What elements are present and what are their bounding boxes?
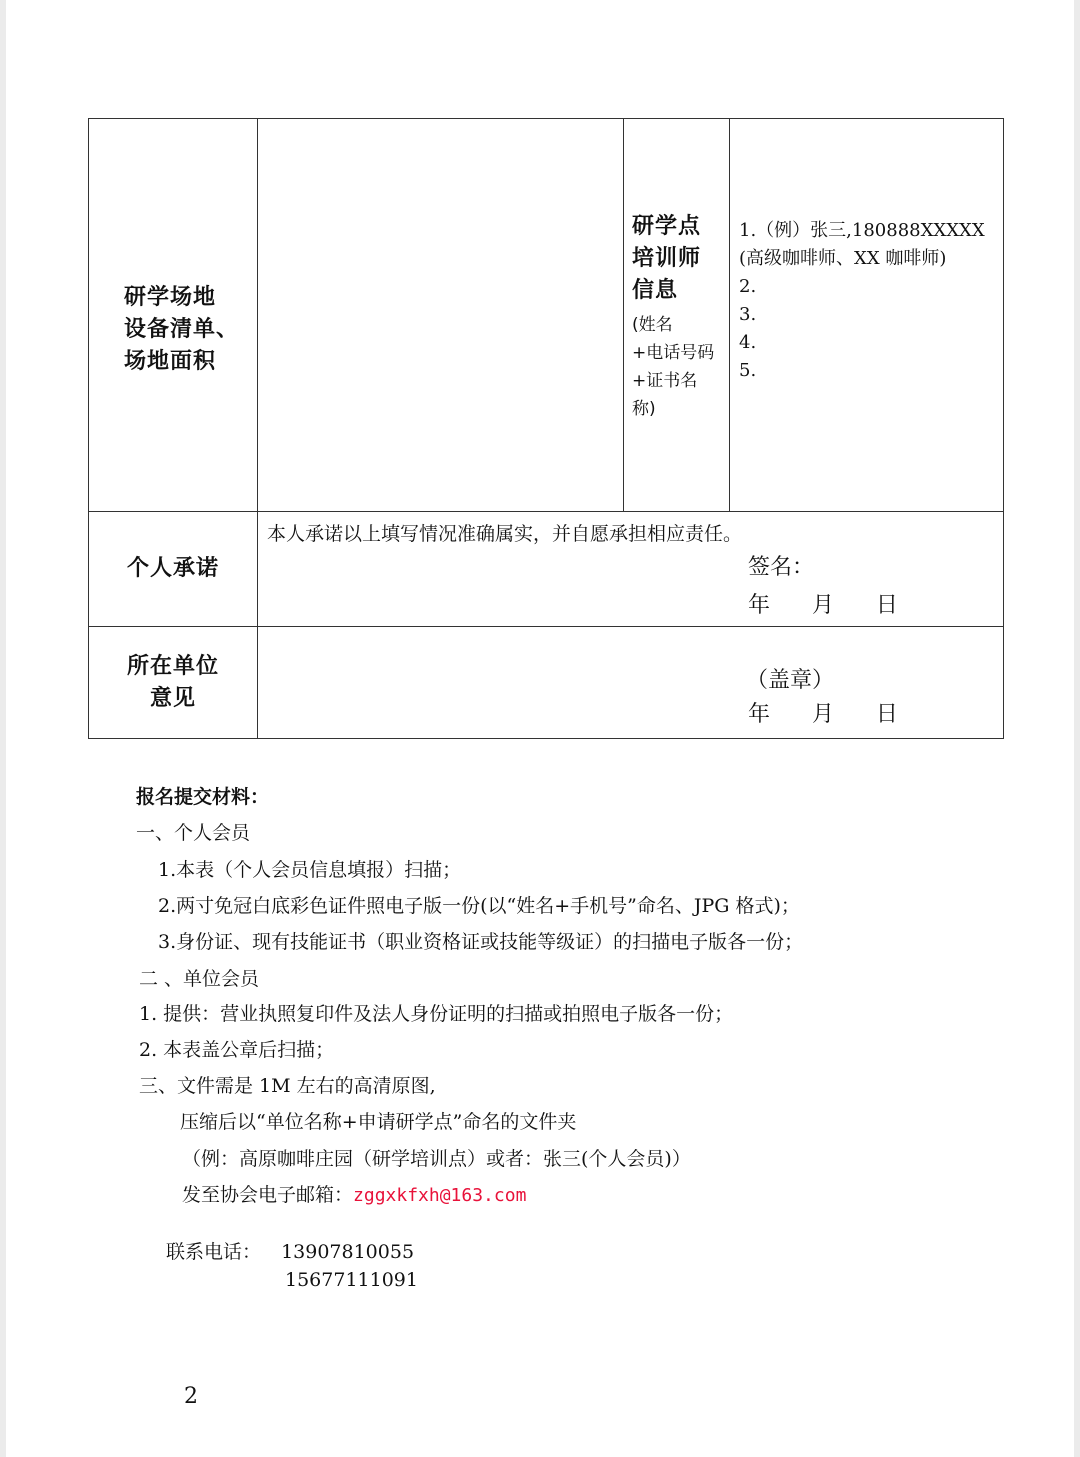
trainer-list-cell[interactable]: [730, 119, 1004, 512]
venue-value-cell[interactable]: [258, 119, 624, 512]
venue-label: 研学场地 设备清单、 场地面积: [124, 285, 240, 374]
unit-opinion-content-cell[interactable]: [258, 627, 1004, 739]
pledge-row: [89, 512, 1004, 627]
trainer-entry-2: 2.: [739, 276, 757, 297]
unit-opinion-label-cell: [89, 627, 258, 739]
seal-label: （盖章）: [746, 668, 835, 693]
phone-number-1: 13907810055: [281, 1241, 415, 1263]
pledge-label: 个人承诺: [126, 556, 219, 581]
phone-label: 联系电话：: [166, 1241, 262, 1263]
venue-label-cell: [89, 119, 258, 512]
notes-title: 报名提交材料：: [136, 786, 270, 808]
trainer-entry-4: 4.: [739, 332, 757, 353]
trainer-entry-5: 5.: [739, 360, 757, 381]
trainer-label-hint: (姓名 +电话号码 +证书名 称): [632, 315, 715, 419]
venue-row: [89, 119, 1004, 512]
signature-label: 签名：: [748, 555, 815, 580]
notes-section-files: 三、文件需是 1M 左右的高清原图,: [139, 1075, 436, 1097]
phone-number-2: 15677111091: [285, 1269, 418, 1291]
notes-item: 1. 提供：营业执照复印件及法人身份证明的扫描或拍照电子版各一份；: [139, 1003, 734, 1025]
trainer-entry-1: 1.（例）张三,180888XXXXX: [739, 220, 985, 241]
notes-item: 压缩后以“单位名称+申请研学点”命名的文件夹: [180, 1111, 577, 1133]
notes-item: 2. 本表盖公章后扫描；: [139, 1039, 335, 1061]
trainer-entry-3: 3.: [739, 304, 757, 325]
unit-opinion-row: [89, 627, 1004, 739]
notes-item: 3.身份证、现有技能证书（职业资格证或技能等级证）的扫描电子版各一份；: [158, 931, 804, 953]
notes-item: （例：高原咖啡庄园（研学培训点）或者：张三(个人会员)）: [182, 1148, 691, 1170]
email-label: 发至协会电子邮箱：: [182, 1184, 354, 1206]
unit-opinion-label: 所在单位 意见: [126, 653, 219, 711]
notes-section-unit: 二 、单位会员: [139, 968, 260, 990]
pledge-content-cell[interactable]: [258, 512, 1004, 627]
pledge-date: 年 月 日: [748, 593, 898, 618]
trainer-entry-1-cert: (高级咖啡师、XX 咖啡师): [739, 248, 947, 269]
application-form-table: [88, 118, 1004, 739]
document-page: [6, 0, 1074, 1457]
trainer-label-cell: [624, 119, 730, 512]
pledge-label-cell: [89, 512, 258, 627]
unit-date: 年 月 日: [748, 702, 898, 727]
email-line: [182, 1180, 526, 1211]
trainer-label: 研学点 培训师 信息: [632, 214, 702, 303]
notes-section-individual: 一、个人会员: [136, 822, 251, 844]
notes-item: 2.两寸免冠白底彩色证件照电子版一份(以“姓名+手机号”命名、JPG 格式)；: [158, 895, 800, 917]
phone-line: [166, 1237, 414, 1267]
notes-item: 1.本表（个人会员信息填报）扫描；: [158, 859, 462, 881]
email-link[interactable]: zggxkfxh@163.com: [353, 1185, 527, 1206]
pledge-text: 本人承诺以上填写情况准确属实，并自愿承担相应责任。: [267, 523, 743, 545]
page-number: 2: [184, 1384, 198, 1409]
